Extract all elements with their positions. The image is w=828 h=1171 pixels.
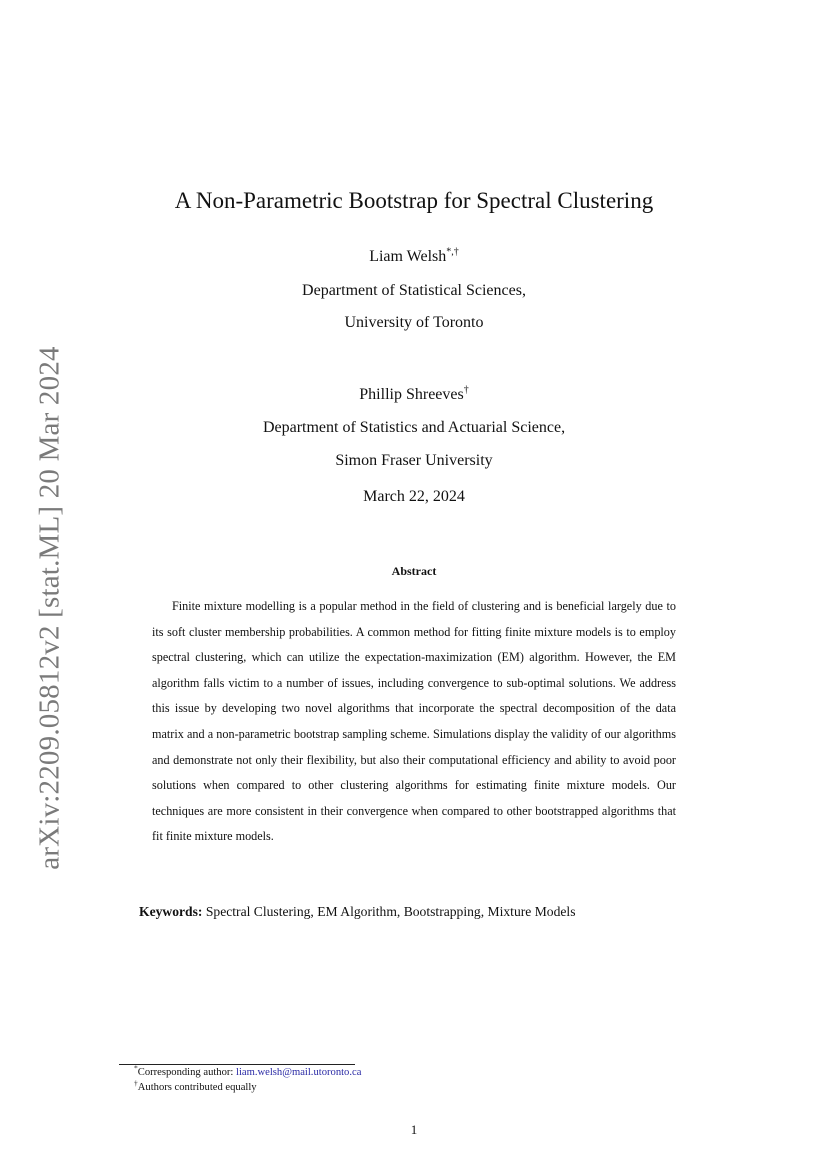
abstract-body: Finite mixture modelling is a popular method in the field of clustering and is beneficial largely due to its soft cluster membership probabilities. A common method for fitting finite mixture models is to employ spectral clustering, which can utilize the expectation-maximization (EM) algorithm. However, the EM algorithm falls victim to a number of issues, including convergence to sub-optimal solutions. We address this issue by developing two novel algorithms that incorporate the spectral decomposition of the data matrix and a non-parametric bootstrap sampling scheme. Simulations display the validity of our algorithms and demonstrate not only their flexibility, but also their computational efficiency and ability to avoid poor solutions when compared to other clustering algorithms for estimating finite mixture models. Our techniques are more consistent in their convergence when compared to other bootstrapped algorithms that fit finite mixture models. (152, 599, 676, 844)
footnote-2-mark: † (134, 1078, 138, 1088)
keywords-text: Spectral Clustering, EM Algorithm, Bootstrapping, Mixture Models (205, 904, 576, 919)
page-number: 1 (410, 1122, 418, 1137)
author-1-name-text: Liam Welsh (369, 248, 447, 265)
paper-title: A Non-Parametric Bootstrap for Spectral Clustering (174, 188, 654, 213)
author-2-affiliation-line-1: Department of Statistics and Actuarial Science, (262, 419, 566, 436)
author-1-affiliation-line-2: University of Toronto (344, 314, 484, 331)
keywords-line (139, 904, 576, 920)
keywords-label: Keywords: (139, 904, 203, 919)
author-1-affiliation-line-1: Department of Statistical Sciences, (302, 282, 526, 299)
author-2-name-text: Phillip Shreeves (359, 386, 464, 403)
footnote-equal-contribution (134, 1078, 257, 1093)
footnote-corresponding-author (134, 1063, 362, 1078)
footnote-2-text: Authors contributed equally (137, 1082, 257, 1093)
footnote-1-mark: * (134, 1063, 138, 1073)
author-1-name (0, 248, 828, 266)
author-2-affiliation-line-2: Simon Fraser University (335, 452, 493, 469)
arxiv-identifier-stamp: arXiv:2209.05812v2 [stat.ML] 20 Mar 2024 (33, 346, 66, 870)
email-link[interactable]: liam.welsh@mail.utoronto.ca (236, 1067, 362, 1078)
author-1-marks: *,† (446, 246, 459, 258)
footnote-1-text: Corresponding author: (137, 1067, 237, 1078)
author-2-marks: † (463, 384, 469, 396)
footnote-divider (119, 1064, 355, 1065)
abstract-heading: Abstract (391, 564, 437, 578)
paper-date: March 22, 2024 (363, 488, 465, 505)
author-2-name (0, 386, 828, 404)
